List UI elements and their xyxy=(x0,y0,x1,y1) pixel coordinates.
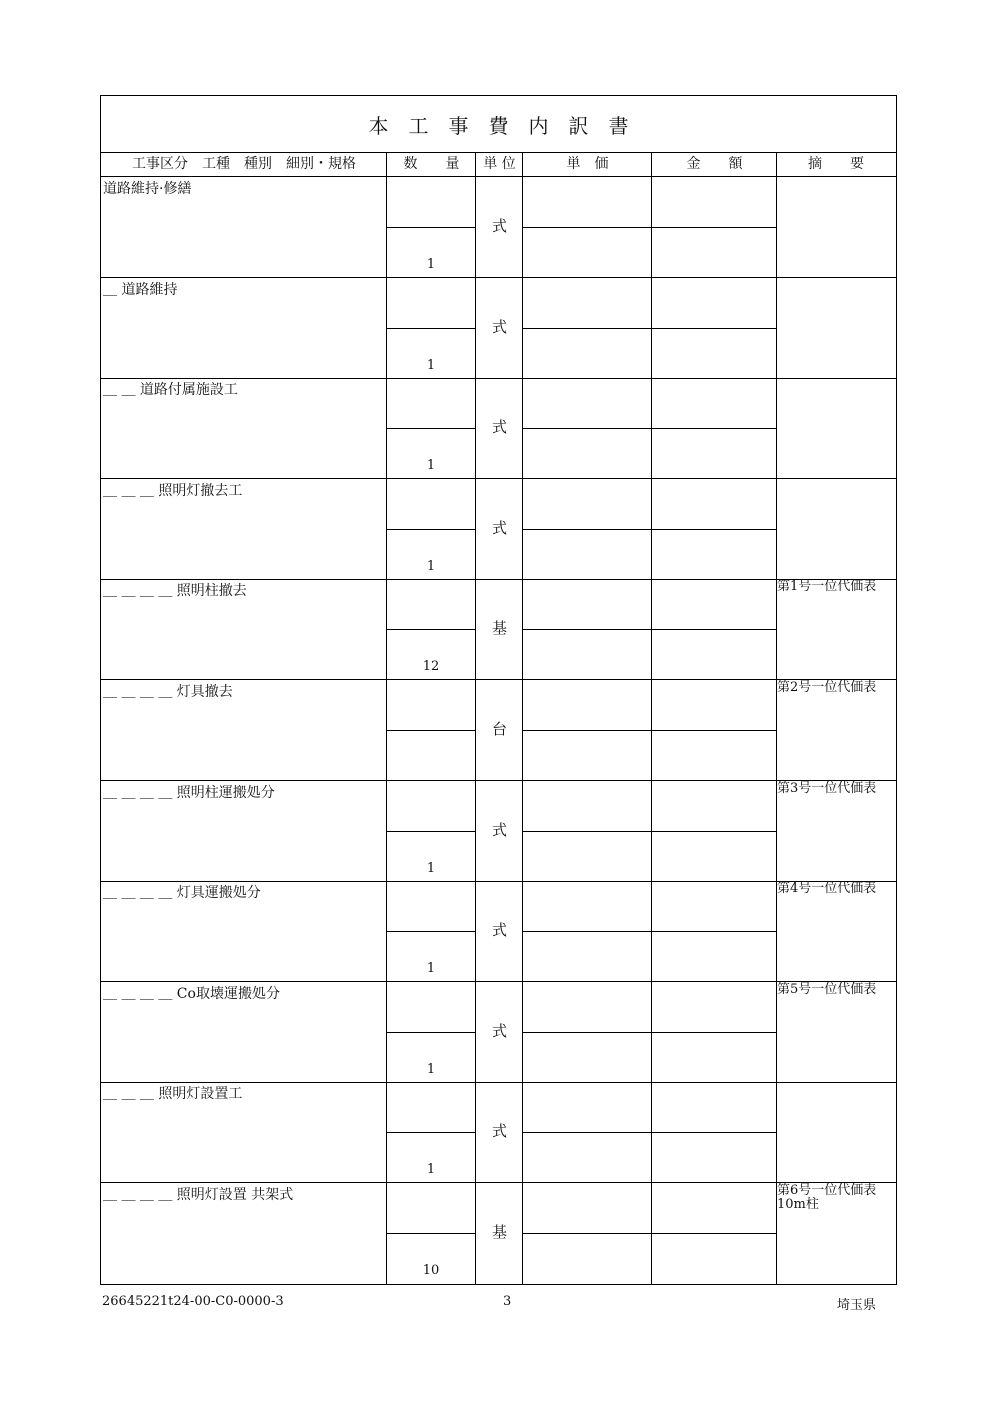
row-divider xyxy=(387,1032,475,1033)
row-divider xyxy=(387,428,475,429)
item-name: ＿ ＿ ＿ 照明灯撤去工 xyxy=(103,482,243,499)
item-name: ＿ ＿ ＿ ＿ 灯具撤去 xyxy=(103,684,233,700)
row-divider xyxy=(523,629,776,630)
row-divider xyxy=(387,831,475,832)
item-unit: 式 xyxy=(491,217,507,235)
item-quantity: 1 xyxy=(426,860,436,876)
item-quantity: 1 xyxy=(426,257,436,272)
item-name: ＿ ＿ ＿ ＿ 照明柱撤去 xyxy=(103,583,247,600)
item-unit: 式 xyxy=(491,1021,507,1040)
column-divider xyxy=(776,152,777,1284)
row-divider xyxy=(523,428,776,429)
page-number: 3 xyxy=(503,1294,512,1309)
row-divider xyxy=(523,1132,776,1133)
item-name: ＿ 道路維持 xyxy=(103,281,178,298)
item-quantity: 1 xyxy=(426,1162,436,1178)
header-unit-price: 単 価 xyxy=(566,156,609,172)
item-quantity: 1 xyxy=(426,558,436,574)
row-divider xyxy=(523,529,776,530)
item-quantity: 1 xyxy=(426,1061,436,1077)
item-unit: 式 xyxy=(491,1122,507,1141)
row-divider xyxy=(523,730,776,731)
column-divider xyxy=(475,152,476,1284)
item-remark: 第1号一位代価表 xyxy=(777,579,877,595)
row-divider xyxy=(523,328,776,329)
item-remark: 第4号一位代価表 xyxy=(777,881,877,897)
row-divider xyxy=(523,1032,776,1033)
item-remark: 第3号一位代価表 xyxy=(777,780,877,796)
item-quantity: 1 xyxy=(426,357,436,373)
header-quantity: 数 量 xyxy=(403,156,460,172)
row-divider xyxy=(387,529,475,530)
row-divider xyxy=(523,831,776,832)
row-divider xyxy=(387,931,475,932)
item-unit: 式 xyxy=(491,921,507,940)
header-name: 工事区分 工種 種別 細別・規格 xyxy=(132,156,356,172)
item-remark: 第6号一位代価表 10m柱 xyxy=(777,1183,877,1212)
item-unit: 基 xyxy=(491,619,507,638)
document-title: 本工事費内訳書 xyxy=(368,113,649,138)
item-name: ＿ ＿ ＿ 照明灯設置工 xyxy=(103,1086,243,1103)
item-remark: 第2号一位代価表 xyxy=(777,680,877,695)
row-divider xyxy=(387,227,475,228)
item-name: ＿ ＿ ＿ ＿ Co取壊運搬処分 xyxy=(103,985,280,1002)
item-name: ＿ ＿ ＿ ＿ 照明灯設置 共架式 xyxy=(103,1187,294,1203)
column-divider xyxy=(522,152,523,1284)
row-divider xyxy=(523,227,776,228)
row-divider xyxy=(387,629,475,630)
header-unit: 単 位 xyxy=(483,156,516,172)
item-unit: 式 xyxy=(491,418,507,437)
document-code: 26645221t24-00-C0-0000-3 xyxy=(102,1294,284,1309)
item-name: ＿ ＿ ＿ ＿ 灯具運搬処分 xyxy=(103,885,261,902)
row-divider xyxy=(387,1132,475,1133)
row-divider xyxy=(387,730,475,731)
header-amount: 金 額 xyxy=(686,156,743,172)
item-name: ＿ ＿ ＿ ＿ 照明柱運搬処分 xyxy=(103,784,275,801)
item-quantity: 10 xyxy=(422,1263,440,1278)
item-name: ＿ ＿ 道路付属施設工 xyxy=(103,382,238,399)
item-unit: 式 xyxy=(491,317,507,336)
item-quantity: 1 xyxy=(426,961,436,977)
item-unit: 式 xyxy=(491,820,507,839)
row-divider xyxy=(523,1233,776,1234)
item-remark: 第5号一位代価表 xyxy=(777,981,877,997)
column-divider xyxy=(386,152,387,1284)
estimate-sheet xyxy=(100,95,897,1285)
item-unit: 台 xyxy=(491,720,507,738)
row-divider xyxy=(387,1233,475,1234)
item-quantity: 1 xyxy=(426,458,436,474)
header-remarks: 摘 要 xyxy=(808,156,864,172)
item-quantity: 12 xyxy=(422,659,440,675)
row-divider xyxy=(523,931,776,932)
organization-name: 埼玉県 xyxy=(837,1298,877,1313)
item-name: 道路維持·修繕 xyxy=(103,181,192,197)
row-divider xyxy=(387,328,475,329)
item-unit: 式 xyxy=(491,518,507,537)
item-unit: 基 xyxy=(491,1223,507,1241)
column-divider xyxy=(651,152,652,1284)
